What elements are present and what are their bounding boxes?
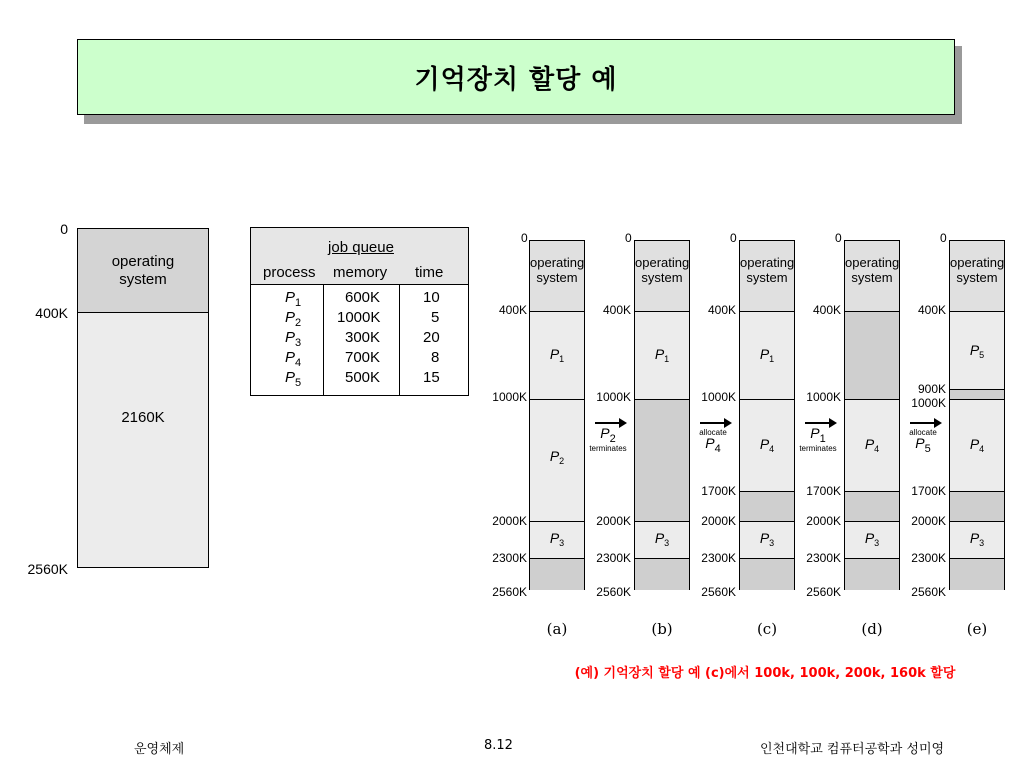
process-region-p3: $P_3$: [635, 521, 689, 558]
address-2300k: 2300K: [492, 551, 527, 565]
address-2000k: 2000K: [596, 514, 631, 528]
address-1000k: 1000K: [911, 396, 946, 410]
os-region: [530, 241, 584, 311]
process-region-p5: $P_5$: [950, 311, 1004, 389]
column-label-c: (c): [756, 620, 778, 638]
column-divider: [399, 285, 400, 396]
footer-course: 운영체제: [134, 742, 185, 757]
process-region-p4: $P_4$: [845, 399, 899, 491]
process-region-p3: $P_3$: [530, 521, 584, 558]
table-cell-time: 20: [423, 329, 440, 346]
process-region-p1: $P_1$: [635, 311, 689, 399]
process-region-p3: $P_3$: [845, 521, 899, 558]
table-cell-memory: 700K: [345, 349, 381, 366]
free-region: [950, 491, 1004, 521]
arrow-right-icon: [700, 422, 726, 424]
os-region: [845, 241, 899, 311]
table-row-process: $P_1$: [285, 289, 302, 309]
address-400k: 400K: [812, 303, 841, 317]
address-400k: 400K: [917, 303, 946, 317]
example-caption: (예) 기억장치 할당 예 (c)에서 100k, 100k, 200k, 160k 할당: [574, 666, 956, 681]
os-label: operating system: [111, 252, 175, 288]
address-2560k: 2560K: [27, 561, 68, 577]
footer-page-number: 8.12: [484, 738, 513, 753]
free-region: [635, 558, 689, 590]
transition-allocate-p5: allocate P5: [903, 422, 943, 454]
free-region: [845, 558, 899, 590]
address-1000k: 1000K: [596, 390, 631, 404]
address-1000k: 1000K: [492, 390, 527, 404]
address-2300k: 2300K: [806, 551, 841, 565]
column-label-a: (a): [546, 620, 568, 638]
address-400k: 400K: [602, 303, 631, 317]
address-0: 0: [940, 231, 947, 245]
address-1700k: 1700K: [806, 484, 841, 498]
os-label: operating system: [740, 255, 795, 285]
address-400k: 400K: [35, 305, 68, 321]
address-2000k: 2000K: [911, 514, 946, 528]
free-region: [950, 558, 1004, 590]
address-0: 0: [60, 221, 68, 237]
address-2560k: 2560K: [596, 585, 631, 599]
table-row-process: $P_2$: [285, 309, 302, 329]
address-0: 0: [625, 231, 632, 245]
address-2560k: 2560K: [492, 585, 527, 599]
address-1000k: 1000K: [806, 390, 841, 404]
address-0: 0: [521, 231, 528, 245]
free-region: [740, 491, 794, 521]
table-cell-memory: 500K: [345, 369, 381, 386]
job-queue-header: [251, 228, 468, 285]
os-label: operating system: [635, 255, 690, 285]
col-header-time: time: [415, 264, 444, 281]
memory-map: [77, 228, 209, 568]
transition-allocate-p4: allocate P4: [693, 422, 733, 454]
address-900k: 900K: [917, 382, 946, 396]
page-title: 기억장치 할당 예: [414, 64, 618, 95]
os-label: operating system: [530, 255, 585, 285]
address-1000k: 1000K: [701, 390, 736, 404]
os-region: [740, 241, 794, 311]
address-0: 0: [835, 231, 842, 245]
address-0: 0: [730, 231, 737, 245]
address-2560k: 2560K: [701, 585, 736, 599]
address-400k: 400K: [498, 303, 527, 317]
address-2560k: 2560K: [911, 585, 946, 599]
process-region-p2: $P_2$: [530, 399, 584, 521]
address-2560k: 2560K: [806, 585, 841, 599]
process-region-p1: $P_1$: [740, 311, 794, 399]
address-400k: 400K: [707, 303, 736, 317]
address-2300k: 2300K: [911, 551, 946, 565]
table-row-process: $P_5$: [285, 369, 302, 389]
os-region: [950, 241, 1004, 311]
memory-column-a: [529, 240, 585, 590]
process-region-p3: $P_3$: [740, 521, 794, 558]
free-region: [950, 389, 1004, 399]
free-region: [845, 491, 899, 521]
address-1700k: 1700K: [911, 484, 946, 498]
allocation-diagram: [485, 225, 1013, 645]
table-cell-memory: 600K: [345, 289, 381, 306]
footer-affiliation: 인천대학교 컴퓨터공학과 성미영: [760, 742, 945, 757]
memory-column-c: [739, 240, 795, 590]
process-region-p3: $P_3$: [950, 521, 1004, 558]
address-2000k: 2000K: [492, 514, 527, 528]
process-region-p1: $P_1$: [530, 311, 584, 399]
os-label: operating system: [845, 255, 900, 285]
table-cell-time: 5: [431, 309, 440, 326]
table-cell-time: 15: [423, 369, 440, 386]
memory-column-e: [949, 240, 1005, 590]
free-region: [635, 399, 689, 521]
job-queue-table: [250, 227, 469, 396]
address-1700k: 1700K: [701, 484, 736, 498]
free-region: [845, 311, 899, 399]
process-region-p4: $P_4$: [740, 399, 794, 491]
arrow-right-icon: [595, 422, 621, 424]
column-label-d: (d): [861, 620, 883, 638]
table-cell-time: 8: [431, 349, 440, 366]
free-region-label: 2160K: [121, 409, 165, 426]
transition-p2-terminates: P2 terminates: [588, 422, 628, 454]
transition-p1-terminates: P1 terminates: [798, 422, 838, 454]
table-row-process: $P_4$: [285, 349, 302, 369]
column-label-b: (b): [651, 620, 673, 638]
os-region: [635, 241, 689, 311]
process-region-p4: $P_4$: [950, 399, 1004, 491]
address-2000k: 2000K: [806, 514, 841, 528]
col-header-process: process: [263, 264, 316, 281]
free-region: [740, 558, 794, 590]
arrow-right-icon: [805, 422, 831, 424]
title-banner: [77, 39, 955, 115]
col-header-memory: memory: [333, 264, 388, 281]
arrow-right-icon: [910, 422, 936, 424]
address-2300k: 2300K: [701, 551, 736, 565]
table-cell-time: 10: [423, 289, 440, 306]
table-cell-memory: 1000K: [337, 309, 381, 326]
job-queue-title: job queue: [328, 239, 394, 256]
os-label: operating system: [950, 255, 1005, 285]
table-cell-memory: 300K: [345, 329, 381, 346]
column-divider: [323, 285, 324, 396]
column-label-e: (e): [966, 620, 988, 638]
free-region: [530, 558, 584, 590]
table-row-process: $P_3$: [285, 329, 302, 349]
memory-column-b: [634, 240, 690, 590]
address-2000k: 2000K: [701, 514, 736, 528]
memory-column-d: [844, 240, 900, 590]
os-region: [78, 229, 208, 313]
address-2300k: 2300K: [596, 551, 631, 565]
